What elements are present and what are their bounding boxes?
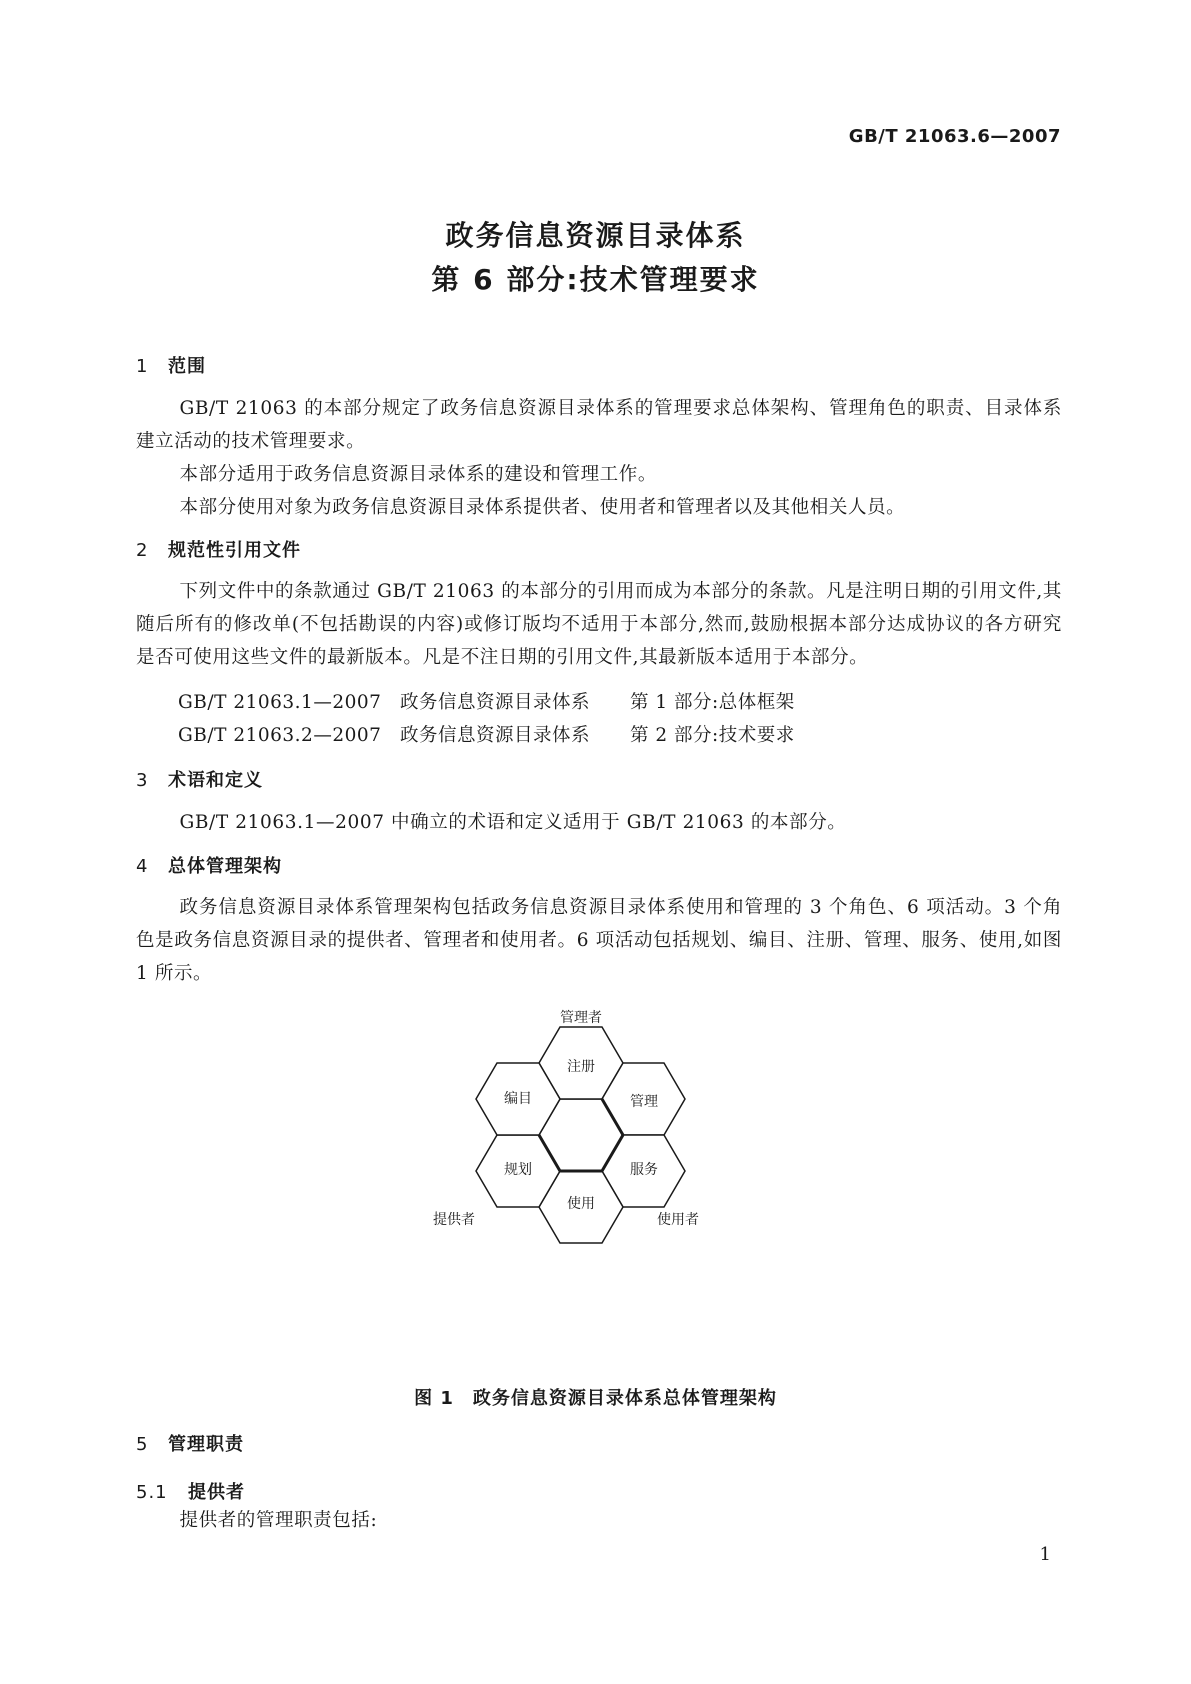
- section-2-paragraph-1: 下列文件中的条款通过 GB/T 21063 的本部分的引用而成为本部分的条款。凡是注明日期的引用文件,其随后所有的修改单(不包括勘误的内容)或修订版均不适用于本部分,然而,鼓励根据本部分达成协议的各方研究是否可使用这些文件的最新版本。凡是不注日期的引用文件,其最新版本适用于本部分。: [136, 581, 1062, 668]
- section-3-paragraph-1: GB/T 21063.1—2007 中确立的术语和定义适用于 GB/T 21063 的本部分。: [179, 812, 847, 833]
- section-1-paragraph-1: GB/T 21063 的本部分规定了政务信息资源目录体系的管理要求总体架构、管理角色的职责、目录体系建立活动的技术管理要求。: [136, 398, 1062, 452]
- normative-reference-1: [178, 688, 795, 714]
- normative-reference-2: [178, 721, 795, 747]
- section-title: 提供者: [188, 1482, 245, 1503]
- section-title: 范围: [168, 356, 206, 377]
- activity-use-label: 使用: [567, 1196, 595, 1212]
- section-number: 3: [136, 770, 149, 791]
- section-1-heading: [136, 352, 206, 378]
- section-4-heading: [136, 852, 282, 878]
- role-manager-label: 管理者: [560, 1010, 602, 1026]
- document-title-line2: 第 6 部分:技术管理要求: [431, 263, 760, 296]
- section-number: 4: [136, 856, 149, 877]
- section-title: 总体管理架构: [168, 856, 282, 877]
- reference-part: 第 1 部分:总体框架: [630, 692, 795, 713]
- section-number: 5.1: [136, 1482, 168, 1503]
- reference-code: GB/T 21063.2—2007: [178, 725, 382, 746]
- section-number: 2: [136, 540, 149, 561]
- document-title-line1: 政务信息资源目录体系: [445, 219, 746, 252]
- activity-catalog-label: 编目: [504, 1091, 532, 1107]
- section-number: 5: [136, 1434, 149, 1455]
- management-architecture-diagram: [420, 1000, 770, 1260]
- section-5-1-paragraph-1: 提供者的管理职责包括:: [179, 1510, 378, 1531]
- figure-caption: 图 1 政务信息资源目录体系总体管理架构: [414, 1388, 777, 1409]
- role-user-label: 使用者: [657, 1212, 699, 1228]
- activity-manage-label: 管理: [630, 1094, 658, 1110]
- activity-plan-label: 规划: [504, 1162, 532, 1178]
- page-number: 1: [1039, 1544, 1051, 1565]
- standard-code: GB/T 21063.6—2007: [848, 126, 1061, 147]
- section-5-1-heading: [136, 1478, 245, 1504]
- activity-register-label: 注册: [567, 1059, 595, 1075]
- section-4-paragraph-1: 政务信息资源目录体系管理架构包括政务信息资源目录体系使用和管理的 3 个角色、6 项活动。3 个角色是政务信息资源目录的提供者、管理者和使用者。6 项活动包括规划、编目、注册、管理、服务、使用,如图 1 所示。: [136, 897, 1062, 984]
- reference-doc: 政务信息资源目录体系: [400, 692, 591, 713]
- role-provider-label: 提供者: [433, 1212, 475, 1228]
- section-5-heading: [136, 1430, 244, 1456]
- section-title: 术语和定义: [168, 770, 263, 791]
- section-number: 1: [136, 356, 149, 377]
- activity-service-label: 服务: [630, 1162, 658, 1178]
- section-title: 管理职责: [168, 1434, 244, 1455]
- reference-code: GB/T 21063.1—2007: [178, 692, 382, 713]
- section-3-heading: [136, 766, 263, 792]
- section-title: 规范性引用文件: [168, 540, 301, 561]
- section-1-paragraph-3: 本部分使用对象为政务信息资源目录体系提供者、使用者和管理者以及其他相关人员。: [179, 497, 906, 518]
- reference-doc: 政务信息资源目录体系: [400, 725, 591, 746]
- section-1-paragraph-2: 本部分适用于政务信息资源目录体系的建设和管理工作。: [179, 464, 657, 485]
- reference-part: 第 2 部分:技术要求: [630, 725, 795, 746]
- section-2-heading: [136, 536, 301, 562]
